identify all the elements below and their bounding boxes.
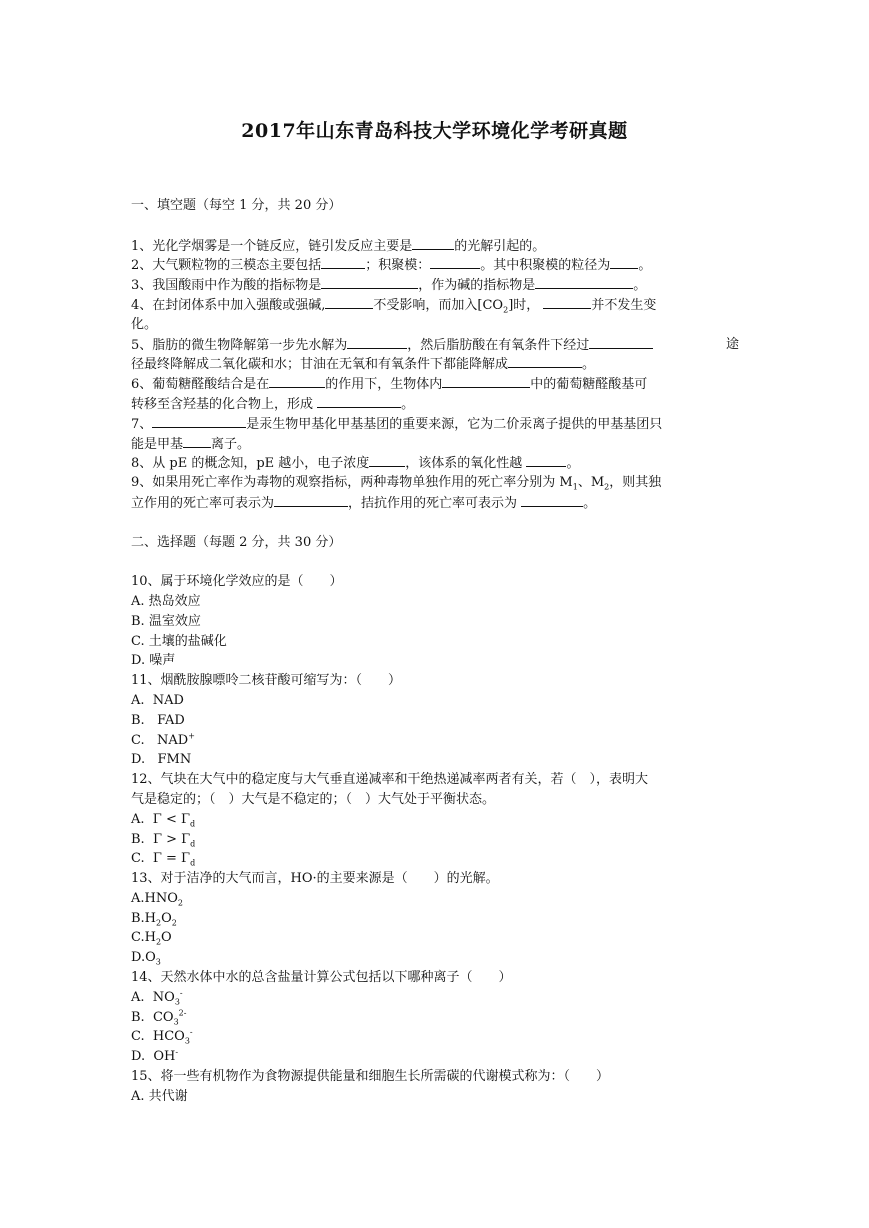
option-13-a[interactable]: $A.HNO_2$ bbox=[131, 890, 183, 908]
question-15: 15、将一些有机物作为食物源提供能量和细胞生长所需碳的代谢模式称为：（ ） bbox=[131, 1069, 610, 1085]
option-10-c[interactable]: C. 土壤的盐碱化 bbox=[131, 633, 227, 649]
answer-blank[interactable] bbox=[317, 394, 401, 408]
answer-blank[interactable] bbox=[269, 374, 325, 388]
option-14-c[interactable]: C. $HCO_3^-$ bbox=[131, 1028, 193, 1047]
option-12-b[interactable]: B. $\Gamma > \Gamma_d$ bbox=[131, 831, 196, 849]
exam-content bbox=[131, 196, 739, 1107]
option-14-a[interactable]: A. $NO_3^-$ bbox=[131, 988, 183, 1007]
answer-blank[interactable] bbox=[152, 414, 246, 428]
answer-blank[interactable] bbox=[321, 255, 365, 269]
question-6-cont: 转移至含羟基的化合物上，形成 。 bbox=[131, 394, 739, 414]
option-15-a[interactable]: A. 共代谢 bbox=[131, 1088, 188, 1104]
question-4-cont: 化。 bbox=[131, 316, 158, 332]
question-1: 1、光化学烟雾是一个链反应，链引发反应主要是 的光解引起的。 bbox=[131, 236, 739, 256]
answer-blank[interactable] bbox=[535, 275, 633, 289]
question-7-cont: 能是甲基 离子。 bbox=[131, 434, 739, 454]
option-10-d[interactable]: D. 噪声 bbox=[131, 653, 176, 669]
question-9-cont: 立作用的死亡率可表示为 ，拮抗作用的死亡率可表示为 。 bbox=[131, 493, 739, 513]
option-10-a[interactable]: A. 热岛效应 bbox=[131, 593, 201, 609]
question-9: 9、如果用死亡率作为毒物的观察指标，两种毒物单独作用的死亡率分别为 $M_1$、$M_2$，则其独 bbox=[131, 475, 662, 492]
question-5-cont: 径最终降解成二氧化碳和水；甘油在无氧和有氧条件下都能降解成 。 bbox=[131, 354, 739, 374]
section2-heading: 二、选择题（每题 2 分，共 30 分） bbox=[131, 534, 342, 550]
page-title: 2017年山东青岛科技大学环境化学考研真题 bbox=[241, 120, 628, 142]
answer-blank[interactable] bbox=[508, 354, 582, 368]
answer-blank[interactable] bbox=[430, 255, 480, 269]
question-4: 4、在封闭体系中加入强酸或强碱, 不受影响，而加入$[CO_2]$时， 并不发生变 bbox=[131, 295, 739, 315]
option-12-c[interactable]: C. $\Gamma = \Gamma_d$ bbox=[131, 851, 196, 868]
answer-blank[interactable] bbox=[347, 335, 407, 349]
question-11: 11、烟酰胺腺嘌呤二核苷酸可缩写为：（ ） bbox=[131, 673, 402, 689]
answer-blank[interactable] bbox=[543, 295, 591, 309]
question-12-cont: 气是稳定的；（ ）大气是不稳定的；（ ）大气处于平衡状态。 bbox=[131, 791, 496, 807]
option-11-c[interactable]: C. NAD+ bbox=[131, 731, 195, 748]
answer-blank[interactable] bbox=[521, 493, 583, 507]
question-7: 7、 是汞生物甲基化甲基基团的重要来源，它为二价汞离子提供的甲基基团只 bbox=[131, 414, 739, 434]
question-10: 10、属于环境化学效应的是（ ） bbox=[131, 574, 343, 590]
option-13-c[interactable]: $C.H_2O$ bbox=[131, 930, 172, 948]
answer-blank[interactable] bbox=[369, 453, 405, 467]
answer-blank[interactable] bbox=[321, 275, 418, 289]
option-11-b[interactable]: B. FAD bbox=[131, 712, 185, 728]
option-14-d[interactable]: D. OH- bbox=[131, 1047, 179, 1065]
question-12: 12、气块在大气中的稳定度与大气垂直递减率和干绝热递减率两者有关，若（ ），表明大 bbox=[131, 772, 649, 788]
option-13-b[interactable]: $B.H_2O_2$ bbox=[131, 910, 177, 928]
answer-blank[interactable] bbox=[526, 453, 566, 467]
option-10-b[interactable]: B. 温室效应 bbox=[131, 613, 201, 629]
question-8: 8、从 pE 的概念知，pE 越小，电子浓度 ，该体系的氧化性越 。 bbox=[131, 453, 739, 473]
question-3: 3、我国酸雨中作为酸的指标物是 ，作为碱的指标物是 。 bbox=[131, 275, 739, 295]
section1-heading: 一、填空题（每空 1 分，共 20 分） bbox=[131, 198, 342, 213]
answer-blank[interactable] bbox=[183, 434, 211, 448]
answer-blank[interactable] bbox=[325, 295, 373, 309]
question-6: 6、葡萄糖醛酸结合是在 的作用下，生物体内 中的葡萄糖醛酸基可 bbox=[131, 374, 739, 394]
answer-blank[interactable] bbox=[589, 335, 653, 349]
question-5: 5、脂肪的微生物降解第一步先水解为 ，然后脂肪酸在有氧条件下经过 途 bbox=[131, 336, 739, 353]
question-14: 14、天然水体中水的总含盐量计算公式包括以下哪种离子（ ） bbox=[131, 970, 512, 986]
option-12-a[interactable]: A. $\Gamma < \Gamma_d$ bbox=[131, 811, 196, 829]
option-11-a[interactable]: A. NAD bbox=[131, 692, 184, 708]
option-13-d[interactable]: $D.O_3$ bbox=[131, 950, 161, 967]
answer-blank[interactable] bbox=[412, 236, 454, 250]
option-14-b[interactable]: B. $CO_3^{2-}$ bbox=[131, 1008, 187, 1027]
option-11-d[interactable]: D. FMN bbox=[131, 752, 192, 768]
answer-blank[interactable] bbox=[274, 493, 348, 507]
answer-blank[interactable] bbox=[610, 255, 638, 269]
question-13: 13、对于洁净的大气而言，HO·的主要来源是（ ）的光解。 bbox=[131, 871, 499, 887]
answer-blank[interactable] bbox=[442, 374, 530, 388]
question-2: 2、大气颗粒物的三模态主要包括 ；积聚模： 。其中积聚模的粒径为 。 bbox=[131, 255, 739, 275]
